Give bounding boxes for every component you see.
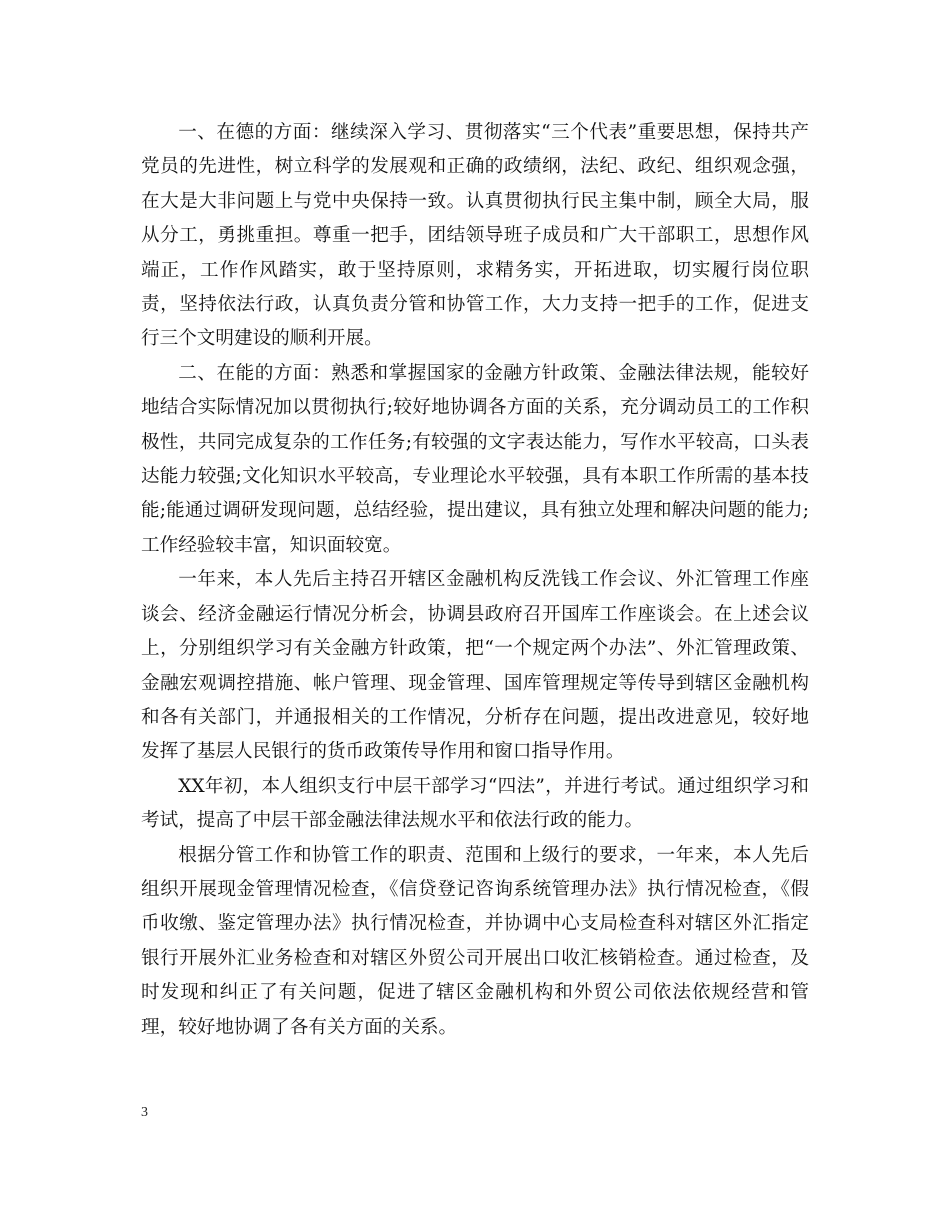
paragraph-training: XX年初，本人组织支行中层干部学习“四法”，并进行考试。通过组织学习和考试，提高了中层干部金融法律法规水平和依法行政的能力。 [141,775,809,832]
document-body [141,116,809,1045]
paragraph-inspections: 根据分管工作和协管工作的职责、范围和上级行的要求，一年来，本人先后组织开展现金管理情况检查，《信贷登记咨询系统管理办法》执行情况检查，《假币收缴、鉴定管理办法》执行情况检查，并协调中心支局检查科对辖区外汇指定银行开展外汇业务检查和对辖区外贸公司开展出口收汇核销检查。通过检查，及时发现和纠正了有关问题，促进了辖区金融机构和外贸公司依法依规经营和管理，较好地协调了各有关方面的关系。 [141,844,809,1038]
page-number: 3 [141,1105,148,1120]
paragraph-virtue: 一、在德的方面：继续深入学习、贯彻落实“三个代表”重要思想，保持共产党员的先进性，树立科学的发展观和正确的政绩纲，法纪、政纪、组织观念强，在大是大非问题上与党中央保持一致。认真贯彻执行民主集中制，顾全大局，服从分工，勇挑重担。尊重一把手，团结领导班子成员和广大干部职工，思想作风端正，工作作风踏实，敢于坚持原则，求精务实，开拓进取，切实履行岗位职责，坚持依法行政，认真负责分管和协管工作，大力支持一把手的工作，促进支行三个文明建设的顺利开展。 [141,122,809,350]
paragraph-ability: 二、在能的方面：熟悉和掌握国家的金融方针政策、金融法律法规，能较好地结合实际情况加以贯彻执行;较好地协调各方面的关系，充分调动员工的工作积极性，共同完成复杂的工作任务;有较强的文字表达能力，写作水平较高，口头表达能力较强;文化知识水平较高，专业理论水平较强，具有本职工作所需的基本技能;能通过调研发现问题，总结经验，提出建议，具有独立处理和解决问题的能力;工作经验较丰富，知识面较宽。 [141,362,809,556]
paragraph-meetings: 一年来，本人先后主持召开辖区金融机构反洗钱工作会议、外汇管理工作座谈会、经济金融运行情况分析会，协调县政府召开国库工作座谈会。在上述会议上，分别组织学习有关金融方针政策，把“一个规定两个办法”、外汇管理政策、金融宏观调控措施、帐户管理、现金管理、国库管理规定等传导到辖区金融机构和各有关部门，并通报相关的工作情况，分析存在问题，提出改进意见，较好地发挥了基层人民银行的货币政策传导作用和窗口指导作用。 [141,569,809,763]
